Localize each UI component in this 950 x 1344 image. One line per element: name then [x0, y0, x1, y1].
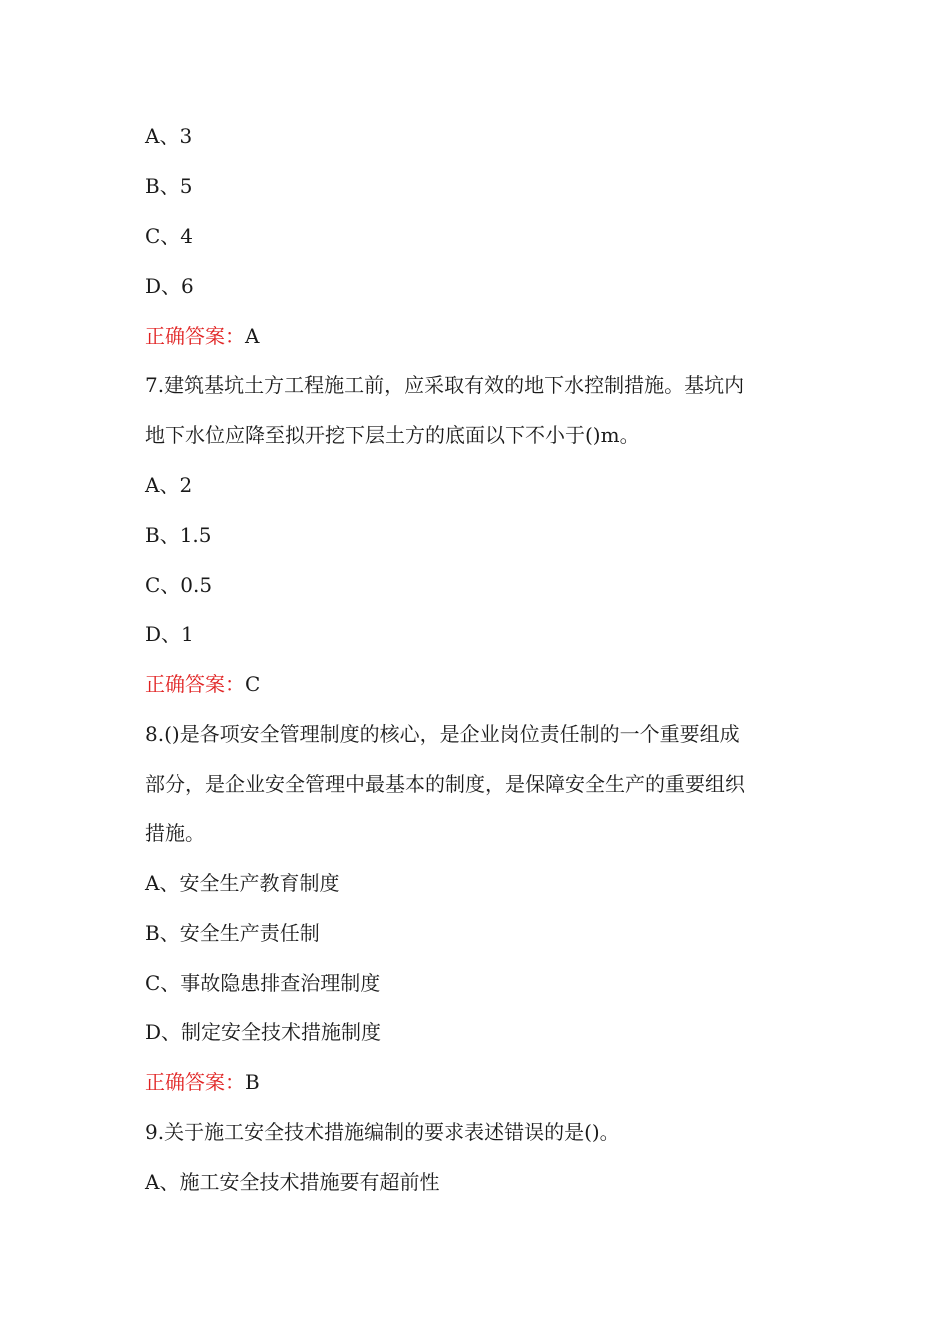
q8-stem-line-3: 措施。: [145, 821, 205, 845]
answer-value: B: [245, 1070, 260, 1094]
q8-option-b: B、安全生产责任制: [145, 921, 320, 945]
q7-option-d: D、1: [145, 622, 194, 646]
q9-stem-line-1: 9.关于施工安全技术措施编制的要求表述错误的是()。: [145, 1120, 620, 1144]
q8-option-a: A、安全生产教育制度: [145, 871, 340, 895]
q8-answer: [145, 1068, 825, 1096]
q8-option-d: D、制定安全技术措施制度: [145, 1020, 382, 1044]
answer-label: 正确答案：: [145, 324, 245, 348]
q7-answer: [145, 670, 825, 698]
q6-option-a: A、3: [145, 124, 193, 148]
q9-option-a: A、施工安全技术措施要有超前性: [145, 1170, 440, 1194]
q7-option-a: A、2: [145, 473, 193, 497]
q7-option-b: B、1.5: [145, 523, 212, 547]
q7-stem-line-1: 7.建筑基坑土方工程施工前，应采取有效的地下水控制措施。基坑内: [145, 373, 745, 397]
q7-stem-line-2: 地下水位应降至拟开挖下层土方的底面以下不小于()m。: [145, 423, 640, 447]
answer-label: 正确答案：: [145, 1070, 245, 1094]
q8-option-c: C、事故隐患排查治理制度: [145, 971, 381, 995]
q6-option-b: B、5: [145, 174, 193, 198]
q6-option-c: C、4: [145, 224, 194, 248]
q8-stem-line-2: 部分，是企业安全管理中最基本的制度，是保障安全生产的重要组织: [145, 772, 745, 796]
q7-option-c: C、0.5: [145, 573, 213, 597]
q8-stem-line-1: 8.()是各项安全管理制度的核心，是企业岗位责任制的一个重要组成: [145, 722, 740, 746]
answer-value: C: [245, 672, 261, 696]
answer-label: 正确答案：: [145, 672, 245, 696]
answer-value: A: [245, 324, 260, 348]
q6-answer: [145, 322, 825, 350]
q6-option-d: D、6: [145, 274, 194, 298]
